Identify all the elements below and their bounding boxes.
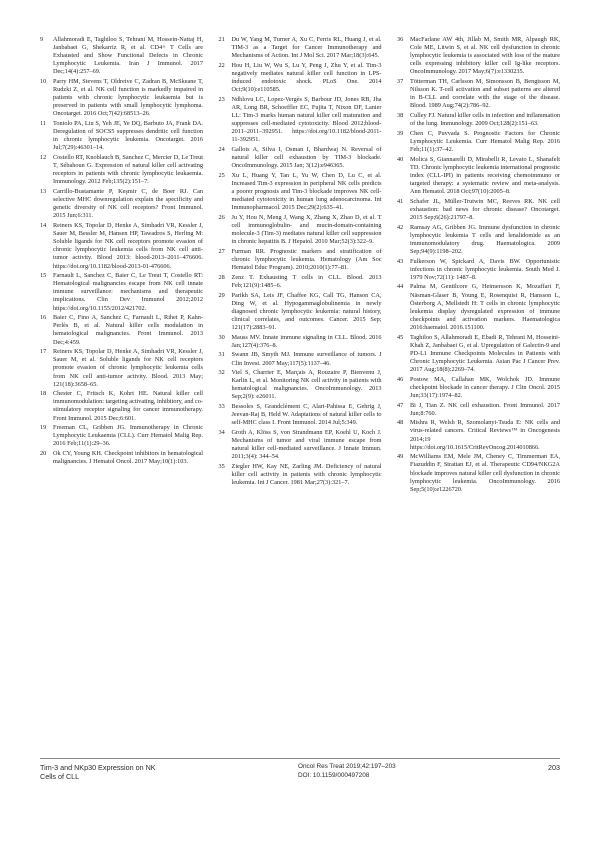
reference-item: 12 Costello RT, Knoblauch B, Sanchez C, Mercier D, Le Treut T, Sébahoun G. Expression of natural killer cell activating receptors in patients with chronic lymphocytic leukaemia. Immunology. 2012 Feb;135(2):151–7.	[40, 154, 203, 186]
journal-line: Oncol Res Treat 2019;42:197–203	[298, 763, 396, 770]
reference-item: 40 Molica S, Giannarelli D, Mirabelli R, Levato L, Shanafelt TD. Chronic lymphocytic leukemia international prognostic index (CLL-IPI) in patients receiving chemoimmuno or targeted therapy: a systematic review and meta-analysis. Ann Hematol. 2018 Oct;97(10):2005–8.	[397, 155, 560, 196]
reference-item: 11 Toniolo PA, Liu S, Yeh JE, Ye DQ, Barbuto JA, Frank DA. Deregulation of SOCS5 suppresses dendritic cell function in chronic lymphocytic leukemia. Oncotarget. 2016 Jul;7(29):46301–14.	[40, 120, 203, 152]
reference-item: 26 Ju Y, Hou N, Meng J, Wang X, Zhang X, Zhao D, et al. T cell immunoglobulin- and mucin-domain-containing molecule-3 (Tim-3) mediates natural killer cell suppression in chronic hepatitis B. J Hepatol. 2010 Mar;52(3):322–9.	[218, 213, 382, 246]
reference-item: 10 Parry HM, Stevens T, Oldreive C, Zadran B, McSkeane T, Rudzki Z, et al. NK cell function is markedly impaired in patients with chronic lymphocytic leukaemia but is preserved in patients with small lymphocytic lymphoma. Oncotarget. 2016 Oct;7(42):68513–26.	[40, 78, 203, 118]
reference-column-2	[219, 36, 382, 495]
reference-item: 29 Parikh SA, Leis JF, Chaffee KG, Call TG, Hanson CA, Ding W, et al. Hypogammaglobulinemia in newly diagnosed chronic lymphocytic leukemia: natural history, clinical correlates, and outcomes. Cancer. 2015 Sep; 121(17):2883–91.	[218, 291, 382, 331]
reference-item: 47 Bi J, Tian Z. NK cell exhaustion. Front Immunol. 2017 Jun;8:760.	[397, 401, 560, 417]
reference-item: 18 Chester C, Fritsch K, Kohrt HE. Natural killer cell immunomodulation: targeting activating, inhibitory, and co-stimulatory receptor signaling for cancer immunotherapy. Front Immunol. 2015 Dec;6:601.	[40, 390, 203, 422]
reference-item: 49 McWilliams EM, Mele JM, Cheney C, Timmerman EA, Fiazuddin F, Strattan EJ, et al. Therapeutic CD94/NKG2A blockade improves natural killer cell dysfunction in chronic lymphocytic leukemia. OncoImmunology. 2016 Sep;5(10):e1226720.	[397, 453, 560, 493]
reference-item: 19 Freeman CL, Gribben JG. Immunotherapy in Chronic Lymphocytic Leukaemia (CLL). Curr Hematol Malig Rep. 2016 Feb;11(1):29–36.	[40, 424, 203, 448]
reference-item: 31 Swann JB, Smyth MJ. Immune surveillance of tumors. J Clin Invest. 2007 May;117(5):1137–46.	[218, 351, 382, 367]
reference-item: 30 Mauss MV. Innate immune signaling in CLL. Blood. 2016 Jan;127(4):376–8.	[218, 333, 382, 349]
reference-item: 42 Ramsay AG, Gribben JG. Immune dysfunction in chronic lymphocytic leukemia T cells and lenalidomide as an immunomodulatory drug. Haematologica. 2009 Sep;94(9):1198–202.	[397, 223, 560, 255]
reference-item: 38 Culley FJ. Natural killer cells in infection and inflammation of the lung. Immunology. 2009 Oct;128(2):151–63.	[397, 112, 560, 128]
reference-item: 48 Mishra R, Welsh R, Szomolanyi-Tsuda E: NK cells and virus-related cancers. Critical Reviews™ in Oncogenesis 2014;19 https://doi.org/10.1615/CritRevOncog.2014010866.	[397, 419, 560, 451]
reference-item: 32 Viel S, Charrier E, Marçais A, Rouzaire P, Bienvenu J, Karlin L, et al. Monitoring NK cell activity in patients with hematological malignancies. OncoImmunology. 2013 Sep;2(9): e26011.	[218, 369, 382, 401]
reference-item: 35 Ziegler HW, Kay NE, Zarling JM. Deficiency of natural killer cell activity in patients with chronic lymphocytic leukemia. Int J Cancer. 1981 Mar;27(3):321–7.	[218, 463, 382, 487]
footer-divider	[40, 758, 560, 759]
reference-item: 16 Baier C, Fino A, Sanchez C, Farnault L, Rihet P, Kahn-Perlès B, et al. Natural killer cells modulation in hematological malignancies. Front Immunol. 2013 Dec;4:459.	[40, 314, 203, 346]
reference-item: 21 Du W, Yang M, Turner A, Xu C, Ferris RL, Huang J, et al. TIM-3 as a Target for Cancer Immunotherapy and Mechanisms of Action. Int J Mol Sci. 2017 Mar;18(3):645.	[218, 36, 382, 60]
reference-item: 22 Hou H, Liu W, Wu S, Lu Y, Peng J, Zhu Y, et al. Tim-3 negatively mediates natural killer cell function in LPS-induced endotoxic shock. PLoS One. 2014 Oct;9(10):e110585.	[218, 61, 382, 94]
reference-item: 15 Farnault L, Sanchez C, Baier C, Le Treut T, Costello RT: Hematological malignancies escape from NK cell innate immune surveillance: mechanisms and therapeutic implications. Clin Dev Immunol 2012;2012 https://doi.org/10.1155/2012/421702.	[40, 272, 203, 312]
reference-item: 36 MacFarlane AW 4th, Jillab M, Smith MR, Alpaugh RK, Cole ME, Litwin S, et al. NK cell dysfunction in chronic lymphocytic leukemia is associated with loss of the mature cells expressing inhibitory killer cell Ig-like receptors. OncoImmunology. 2017 May;6(7):e1330235.	[397, 36, 560, 76]
reference-item: 9 Allahmoradi E, Taghiloo S, Tehrani M, Hossein-Nattaj H, Janbabaei G, Shekarriz R, et al. CD4+ T Cells are Exhausted and Show Functional Defects in Chronic Lymphocytic Leukemia. Iran J Immunol. 2017 Dec;14(4):257–69.	[40, 36, 203, 76]
reference-item: 44 Palma M, Gentilcore G, Heimersson K, Mozaffari F, Näsman-Glaser B, Young E, Rosenquist R, Hansson L, Österborg A, Mellstedt H: T cells in chronic lymphocytic leukemia display dysregulated expression of immune checkpoints and activation markers. Haematologica 2016:haematol. 2016.151100.	[397, 283, 560, 331]
reference-item: 27 Furman RR. Prognostic markers and stratification of chronic lymphocytic leukemia. Hematology (Am Soc Hematol Educ Program). 2010;2010(1):77–81.	[218, 247, 382, 272]
doi-line: DOI: 10.1159/000497208	[298, 771, 370, 779]
reference-item: 39 Chen C, Puvvada S. Prognostic Factors for Chronic Lymphocytic Leukemia. Curr Hematol Malig Rep. 2016 Feb;11(1):37–42.	[397, 129, 560, 153]
page-number: 203	[548, 763, 560, 772]
reference-column-3	[397, 36, 560, 495]
reference-item: 43 Fulkerson W, Spickard A, Davis BW. Opportunistic infections in chronic lymphocytic leukemia. South Med J. 1979 Nov;72(11): 1487–8.	[397, 257, 560, 281]
reference-item: 24 Gallois A, Silva I, Osman I, Bhardwaj N. Reversal of natural killer cell exhaustion by TIM-3 blockade. OncoImmunology. 2015 Jan; 3(12):e946365.	[218, 146, 382, 170]
reference-item: 28 Zenz T. Exhausting T cells in CLL. Blood. 2013 Feb;121(9):1485–6.	[218, 273, 382, 289]
reference-column-1	[40, 36, 203, 495]
journal-citation	[298, 763, 478, 780]
reference-item: 45 Taghiloo S, Allahmoradi E, Ebadi R, Tehrani M, Hosseini-Khah Z, Janbabaei G, et al. Upregulation of Galectin-9 and PD-L1 Immune Checkpoints Molecules in Patients with Chronic Lymphocytic Leukemia. Asian Pac J Cancer Prev. 2017 Aug;18(8):2269–74.	[397, 333, 560, 373]
reference-item: 23 Ndhlovu LC, Lopez-Vergès S, Barbour JD, Jones RB, Jha AR, Long BR, Schoeffler EC, Fujita T, Nixon DF, Lanier LL: Tim-3 marks human natural killer cell maturation and suppresses cell-mediated cytotoxicity. Blood 2012;blood-2011–2011–392951. https://doi.org/10.1182/blood-2011-11-392951.	[218, 95, 382, 144]
reference-item: 25 Xu L, Huang Y, Tan L, Yu W, Chen D, Lu C, et al. Increased Tim-3 expression in peripheral NK cells predicts a poorer prognosis and Tim-3 blockade improves NK cell-mediated cytotoxicity in human lung adenocarcinoma. Int Immunopharmacol. 2015 Dec;29(2):635–41.	[218, 171, 382, 212]
reference-item: 33 Bessoles S, Grandclément C, Alari-Pahissa E, Gehrig J, Jeevan-Raj B, Held W. Adaptations of natural killer cells to self-MHC class I. Front Immunol. 2014 Jul;5:349.	[218, 403, 382, 427]
reference-item: 46 Postow MA, Callahan MK, Wolchok JD. Immune checkpoint blockade in cancer therapy. J Clin Oncol. 2015 Jun;33(17):1974–82.	[397, 375, 560, 399]
reference-list	[40, 36, 560, 495]
reference-item: 20 Ok CY, Young KH. Checkpoint inhibitors in hematological malignancies. J Hematol Oncol. 2017 May;10(1):103.	[40, 450, 203, 466]
reference-item: 13 Carrillo-Bustamante P, Keşmir C, de Boer RJ. Can selective MHC downregulation explain the specificity and genetic diversity of NK cell receptors? Front Immunol. 2015 Jun;6:311.	[40, 188, 203, 220]
running-title: Tim-3 and NKp30 Expression on NK Cells of CLL	[40, 763, 156, 781]
reference-item: 17 Reiners KS, Topolar D, Henke A, Simhadri VR, Kessler J, Sauer M, et al. Soluble ligands for NK cell receptors promote evasion of chronic lymphocytic leukemia cells from NK cell anti-tumor activity. Blood. 2013 May; 121(18):3658–65.	[40, 348, 203, 388]
reference-item: 34 Groth A, Klöss S, von Strandmann EP, Koehl U, Koch J. Mechanisms of tumor and viral immune escape from natural killer cell-mediated surveillance. J Innate Immun. 2011;3(4): 344–54.	[218, 429, 382, 461]
reference-item: 41 Schafer JL, Müller-Trutwin MC, Reeves RK. NK cell exhaustion: bad news for chronic disease? Oncotarget. 2015 Sep;6(26):21797–8.	[397, 197, 560, 221]
reference-item: 14 Reiners KS, Topolar D, Henke A, Simhadri VR, Kessler J, Sauer M, Bessler M, Hansen HP, Tawadros S, Herling M: Soluble ligands for NK cell receptors promote evasion of chronic lymphocytic leukemia cells from NK cell anti-tumor activity. Blood 2013: blood-2013–2011–476606. https://doi.org/10.1182/blood-2013-01-476606.	[40, 222, 203, 270]
reference-item: 37 Tötterman TH, Carlsson M, Simonsson B, Bengtsson M, Nilsson K. T-cell activation and subset patterns are altered in B-CLL and correlate with the stage of the disease. Blood. 1989 Aug;74(2):786–92.	[397, 78, 560, 110]
